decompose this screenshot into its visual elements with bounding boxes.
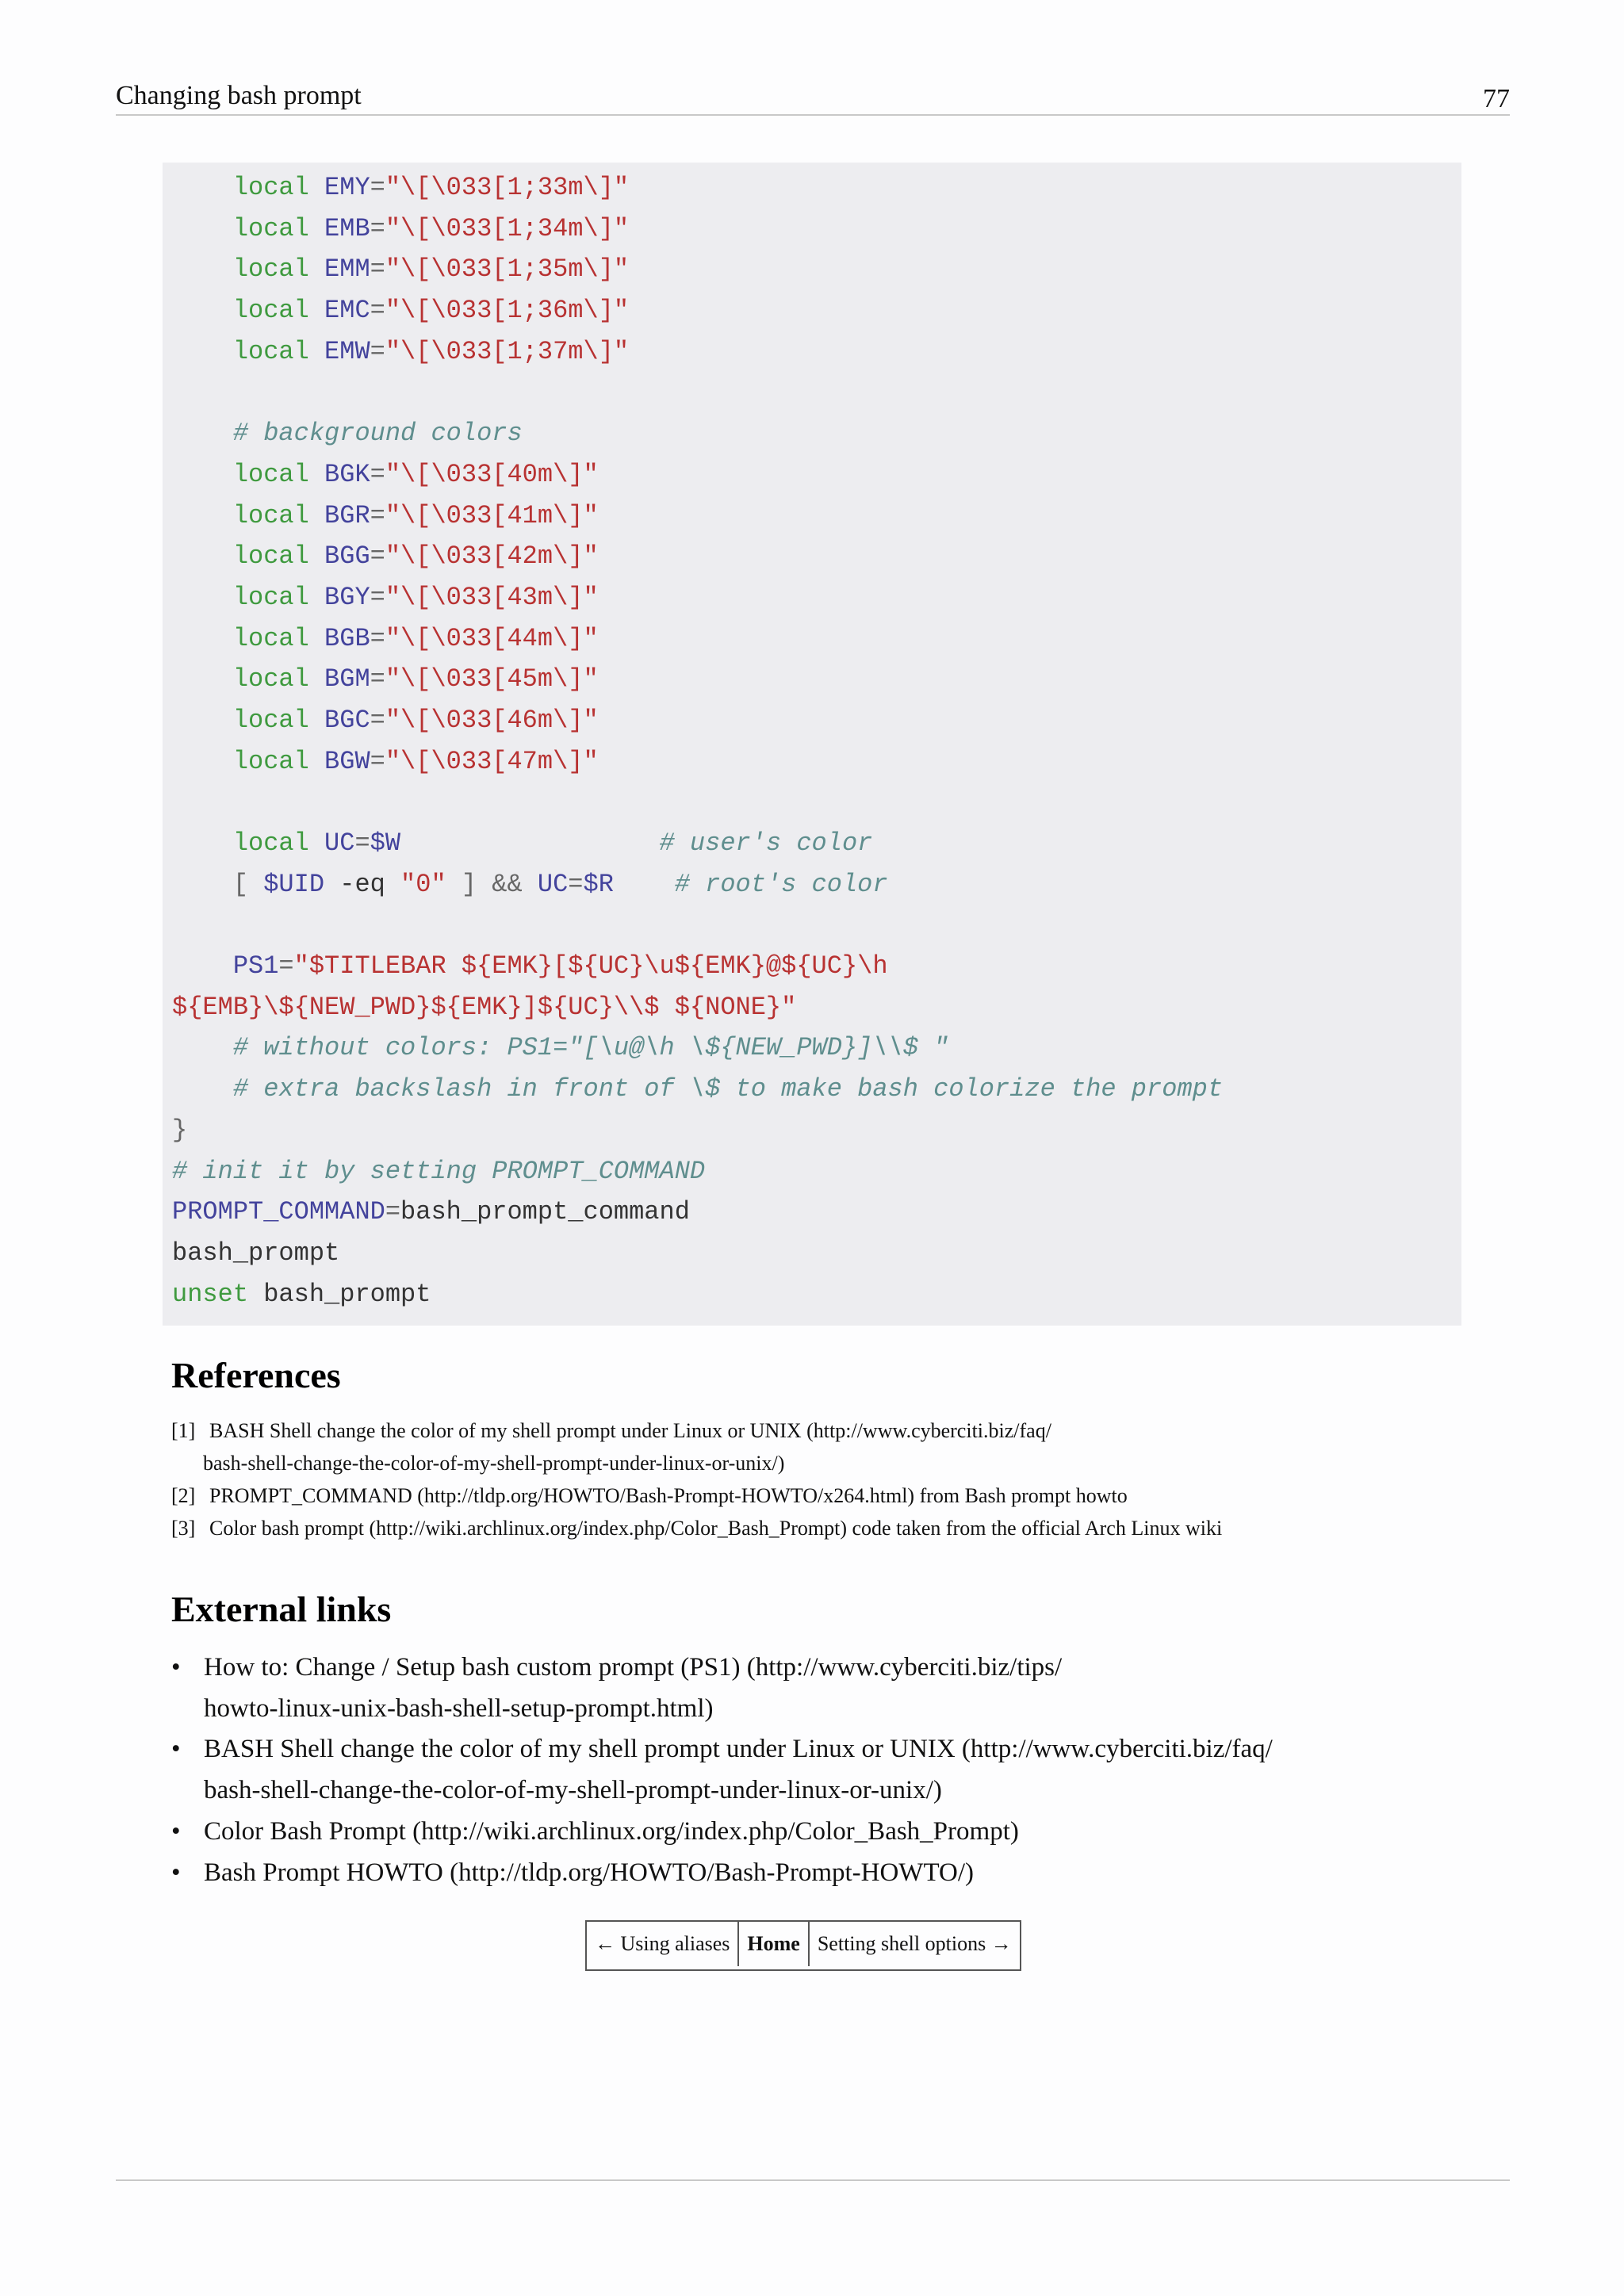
code-token: EMB — [324, 213, 370, 243]
code-token: = — [370, 336, 385, 366]
code-token: local — [232, 459, 309, 489]
code-token — [172, 624, 233, 653]
code-token — [172, 747, 233, 776]
code-token: "\[\033[47m\]" — [385, 746, 599, 776]
code-line — [172, 577, 1223, 618]
code-line — [172, 454, 1223, 496]
code-token: local — [232, 254, 309, 285]
external-link-text[interactable]: How to: Change / Setup bash custom prompt (PS1) (http://www.cyberciti.biz/tips/ — [204, 1653, 1063, 1682]
reference-text[interactable]: Color bash prompt (http://wiki.archlinux.org/index.php/Color_Bash_Prompt) code taken from the official Arch Linux wiki — [209, 1517, 1223, 1540]
code-token: "\[\033[46m\]" — [385, 705, 599, 735]
nav-next-link[interactable]: Setting shell options → — [817, 1932, 1012, 1955]
code-line — [172, 618, 1223, 660]
external-link-item[interactable] — [171, 1853, 1472, 1894]
code-token — [309, 706, 324, 735]
code-token: BGG — [324, 541, 370, 572]
code-token: local — [232, 173, 309, 202]
code-token — [309, 541, 324, 571]
reference-number: [2] — [171, 1484, 196, 1507]
code-token: "\[\033[42m\]" — [385, 541, 599, 572]
code-token — [400, 828, 659, 858]
code-token: local — [232, 705, 309, 735]
code-token: # without colors: PS1="[\u@\h \${NEW_PWD}]\\$ " — [232, 1033, 949, 1063]
code-token: bash_prompt_command — [400, 1197, 690, 1227]
code-token — [172, 583, 233, 612]
code-token: BGK — [324, 459, 370, 489]
code-line — [172, 905, 1223, 946]
code-line — [172, 700, 1223, 741]
code-line — [172, 741, 1223, 783]
code-token: EMY — [324, 173, 370, 202]
code-token: = — [370, 296, 385, 326]
code-token: = — [370, 213, 385, 243]
code-token: BGM — [324, 664, 370, 695]
code-token: BGY — [324, 582, 370, 612]
code-token: && — [492, 869, 523, 899]
reference-item — [171, 1479, 1472, 1512]
external-link-text[interactable]: Bash Prompt HOWTO (http://tldp.org/HOWTO/Bash-Prompt-HOWTO/) — [204, 1858, 975, 1887]
code-token: BGC — [324, 705, 370, 735]
reference-number: [1] — [171, 1419, 196, 1442]
code-token: local — [232, 746, 309, 776]
code-token: $R — [583, 869, 614, 899]
code-token: # init it by setting PROMPT_COMMAND — [172, 1156, 706, 1186]
code-token — [172, 460, 233, 489]
code-token — [172, 951, 233, 981]
code-token: = — [370, 541, 385, 572]
reference-number: [3] — [171, 1517, 196, 1540]
page-header — [116, 78, 1510, 116]
code-token: local — [232, 500, 309, 530]
page-header-title: Changing bash prompt — [116, 81, 362, 110]
bullet-icon: • — [171, 1653, 181, 1682]
code-token: "\[\033[1;37m\]" — [385, 336, 630, 366]
code-token: $UID — [263, 869, 325, 899]
code-token — [309, 828, 324, 858]
code-token: "\[\033[40m\]" — [385, 459, 599, 489]
code-line — [172, 290, 1223, 331]
code-token: "\[\033[1;34m\]" — [385, 213, 630, 243]
code-token — [309, 296, 324, 325]
code-token — [309, 583, 324, 612]
nav-home-link[interactable]: Home — [739, 1922, 809, 1966]
code-line — [172, 496, 1223, 537]
external-link-item[interactable] — [171, 1729, 1472, 1811]
code-token: EMC — [324, 296, 370, 326]
code-token — [523, 870, 538, 899]
code-token — [172, 1033, 233, 1062]
code-token: = — [370, 623, 385, 653]
code-token — [309, 460, 324, 489]
code-token: local — [232, 623, 309, 653]
code-block — [163, 163, 1461, 1326]
code-token: ] — [461, 869, 477, 899]
code-token — [248, 870, 263, 899]
code-token — [309, 624, 324, 653]
code-line — [172, 249, 1223, 290]
reference-item — [171, 1512, 1472, 1544]
external-links-list — [171, 1647, 1472, 1893]
code-token — [172, 173, 233, 202]
code-token: local — [232, 664, 309, 695]
code-token: # root's color — [674, 869, 888, 899]
code-token: = — [568, 869, 584, 899]
code-token — [172, 828, 233, 858]
code-line — [172, 823, 1223, 864]
code-line — [172, 1151, 1223, 1192]
code-token: = — [370, 254, 385, 285]
code-token — [309, 254, 324, 284]
code-token — [309, 214, 324, 243]
code-token: "\[\033[1;35m\]" — [385, 254, 630, 285]
code-line — [172, 864, 1223, 905]
code-token: = — [370, 459, 385, 489]
code-token — [172, 706, 233, 735]
code-line — [172, 536, 1223, 577]
code-token: UC — [324, 828, 355, 858]
code-token: UC — [537, 869, 569, 899]
external-links-heading: External links — [171, 1589, 392, 1629]
code-line — [172, 987, 1223, 1028]
code-token: = — [370, 582, 385, 612]
code-token — [172, 870, 233, 899]
code-token: [ — [232, 869, 249, 899]
code-token — [309, 664, 324, 694]
code-line — [172, 946, 1223, 987]
external-link-item[interactable] — [171, 1647, 1472, 1729]
code-line — [172, 1233, 1223, 1274]
code-token: local — [232, 336, 309, 366]
code-token: # extra backslash in front of \$ to make bash colorize the prompt — [232, 1074, 1224, 1104]
code-token — [172, 296, 233, 325]
navigation-box — [585, 1920, 1021, 1971]
code-token — [172, 1074, 233, 1104]
code-token: = — [370, 173, 385, 202]
code-token — [309, 501, 324, 530]
external-link-text[interactable]: Color Bash Prompt (http://wiki.archlinux.org/index.php/Color_Bash_Prompt) — [204, 1816, 1019, 1846]
code-line — [172, 209, 1223, 250]
code-token: PS1 — [232, 951, 279, 982]
code-line — [172, 782, 1223, 823]
code-lines — [172, 167, 1223, 1314]
code-token — [309, 337, 324, 366]
page-number: 77 — [1483, 84, 1510, 113]
code-token: ${EMB}\${NEW_PWD}${EMK}]${UC}\\$ ${NONE}" — [172, 992, 797, 1022]
code-token: = — [385, 1197, 401, 1227]
reference-text[interactable]: BASH Shell change the color of my shell prompt under Linux or UNIX (http://www.cyberciti.biz/faq/ — [209, 1419, 1051, 1442]
code-token: local — [232, 582, 309, 612]
code-token: "0" — [400, 869, 446, 899]
code-token — [172, 541, 233, 571]
code-token — [446, 870, 462, 899]
references-list — [171, 1414, 1472, 1544]
code-token: bash_prompt — [172, 1238, 340, 1268]
code-token: "\[\033[45m\]" — [385, 664, 599, 695]
code-token — [172, 337, 233, 366]
code-line — [172, 1069, 1223, 1110]
bullet-icon: • — [171, 1735, 181, 1764]
code-line — [172, 1027, 1223, 1069]
code-line — [172, 331, 1223, 373]
code-token: # user's color — [659, 828, 873, 858]
code-token: "\[\033[1;33m\]" — [385, 173, 630, 202]
code-token: local — [232, 541, 309, 572]
code-token: unset — [172, 1279, 249, 1309]
code-token: } — [172, 1115, 188, 1145]
code-token — [172, 214, 233, 243]
code-token: PROMPT_COMMAND — [172, 1197, 385, 1227]
code-token: = — [370, 664, 385, 695]
code-token: "\[\033[44m\]" — [385, 623, 599, 653]
code-token — [614, 870, 675, 899]
code-line — [172, 372, 1223, 413]
code-token: = — [278, 951, 294, 982]
bullet-icon: • — [171, 1816, 181, 1846]
code-token: BGW — [324, 746, 370, 776]
code-token: "\[\033[41m\]" — [385, 500, 599, 530]
code-token: = — [370, 500, 385, 530]
code-token: $W — [370, 828, 401, 858]
code-token — [309, 747, 324, 776]
code-token — [172, 501, 233, 530]
code-token: BGB — [324, 623, 370, 653]
code-token: -eq — [324, 869, 401, 899]
code-token — [309, 173, 324, 202]
external-link-text[interactable]: howto-linux-unix-bash-shell-setup-prompt.html) — [204, 1693, 714, 1723]
code-token: local — [232, 828, 309, 858]
code-token — [477, 870, 492, 899]
code-token: local — [232, 213, 309, 243]
external-link-text[interactable]: bash-shell-change-the-color-of-my-shell-prompt-under-linux-or-unix/) — [204, 1776, 942, 1805]
code-line — [172, 1110, 1223, 1151]
nav-prev-link[interactable]: ← Using aliases — [587, 1922, 739, 1966]
code-token: BGR — [324, 500, 370, 530]
code-line — [172, 413, 1223, 454]
code-token: = — [354, 828, 370, 858]
code-line — [172, 167, 1223, 209]
code-token: "\[\033[43m\]" — [385, 582, 599, 612]
code-token: # background colors — [232, 419, 523, 449]
code-token: EMW — [324, 336, 370, 366]
external-link-item[interactable] — [171, 1812, 1472, 1853]
reference-item — [171, 1414, 1472, 1479]
code-token — [172, 419, 233, 448]
code-line — [172, 1192, 1223, 1233]
code-token: = — [370, 746, 385, 776]
code-token: local — [232, 296, 309, 326]
code-token: bash_prompt — [248, 1279, 431, 1309]
code-token — [172, 664, 233, 694]
code-line — [172, 1274, 1223, 1315]
code-token: = — [370, 705, 385, 735]
reference-text[interactable]: PROMPT_COMMAND (http://tldp.org/HOWTO/Bash-Prompt-HOWTO/x264.html) from Bash prompt howto — [209, 1484, 1128, 1507]
bullet-icon: • — [171, 1858, 181, 1887]
references-heading: References — [171, 1355, 341, 1395]
code-token: EMM — [324, 254, 370, 285]
reference-text[interactable]: bash-shell-change-the-color-of-my-shell-prompt-under-linux-or-unix/) — [203, 1452, 785, 1475]
code-token: "\[\033[1;36m\]" — [385, 296, 630, 326]
footer-divider — [116, 2179, 1510, 2181]
code-token: "$TITLEBAR ${EMK}[${UC}\u${EMK}@${UC}\h — [293, 951, 888, 982]
code-token — [172, 254, 233, 284]
code-line — [172, 659, 1223, 700]
external-link-text[interactable]: BASH Shell change the color of my shell prompt under Linux or UNIX (http://www.cyberciti.biz/faq/ — [204, 1735, 1273, 1764]
